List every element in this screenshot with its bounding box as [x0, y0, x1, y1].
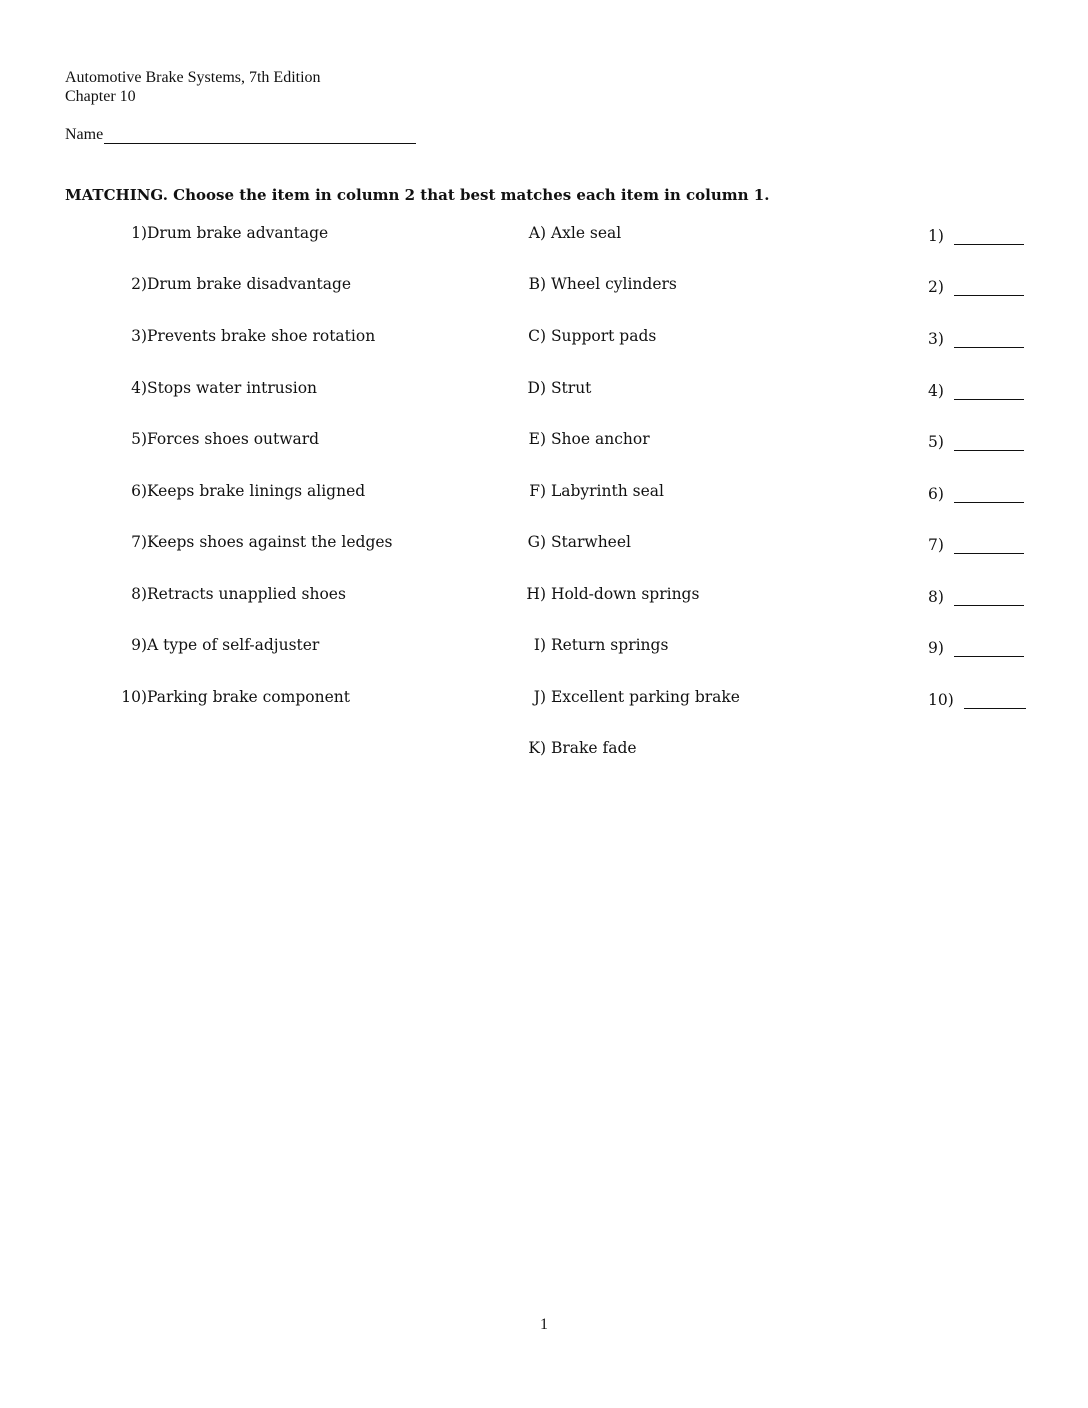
answer-label: 6): [928, 485, 944, 503]
document-header: [65, 68, 321, 106]
choice-item: [520, 739, 637, 757]
answer-label: 5): [928, 433, 944, 451]
matching-row: [0, 327, 1088, 351]
answer-blank[interactable]: [954, 482, 1024, 503]
book-title: Automotive Brake Systems, 7th Edition: [65, 69, 321, 86]
choice-item: [520, 224, 621, 242]
instructions: MATCHING. Choose the item in column 2 that best matches each item in column 1.: [65, 186, 770, 204]
name-field: [65, 126, 416, 144]
choice-text: Hold-down springs: [550, 585, 700, 603]
choice-text: Strut: [550, 379, 592, 397]
matching-row: [0, 275, 1088, 299]
answer-slot: [928, 585, 1024, 606]
chapter-label: Chapter 10: [65, 88, 136, 105]
answer-blank[interactable]: [954, 379, 1024, 400]
choice-text: Brake fade: [550, 739, 637, 757]
matching-row: [0, 482, 1088, 506]
term-text: Parking brake component: [147, 688, 350, 706]
answer-label: 7): [928, 536, 944, 554]
choice-letter: B): [528, 275, 546, 293]
answer-blank[interactable]: [954, 327, 1024, 348]
answer-slot: [928, 688, 1026, 709]
answer-label: 3): [928, 330, 944, 348]
choice-letter: C): [528, 327, 546, 345]
answer-blank[interactable]: [954, 533, 1024, 554]
matching-row: [0, 739, 1088, 763]
choice-text: Excellent parking brake: [550, 688, 740, 706]
choice-item: [520, 379, 591, 397]
answer-slot: [928, 482, 1024, 503]
answer-slot: [928, 327, 1024, 348]
matching-row: [0, 430, 1088, 454]
term-text: Keeps shoes against the ledges: [147, 533, 393, 551]
choice-item: [520, 636, 668, 654]
matching-row: [0, 379, 1088, 403]
choice-item: [520, 275, 677, 293]
answer-blank[interactable]: [954, 224, 1024, 245]
name-blank[interactable]: [104, 127, 416, 144]
choice-text: Starwheel: [550, 533, 631, 551]
choice-letter: A): [528, 224, 546, 242]
term-number: 2): [131, 275, 147, 293]
choice-item: [520, 585, 699, 603]
term-number: 6): [131, 482, 147, 500]
term-number: 4): [131, 379, 147, 397]
term-text: A type of self-adjuster: [147, 636, 320, 654]
term-number: 3): [131, 327, 147, 345]
page-number: 1: [540, 1316, 548, 1333]
answer-blank[interactable]: [954, 275, 1024, 296]
choice-item: [520, 327, 656, 345]
answer-blank[interactable]: [964, 688, 1026, 709]
term-text: Forces shoes outward: [147, 430, 320, 448]
choice-text: Support pads: [550, 327, 657, 345]
choice-text: Shoe anchor: [550, 430, 650, 448]
name-label: Name: [65, 126, 104, 143]
choice-text: Wheel cylinders: [550, 275, 677, 293]
answer-blank[interactable]: [954, 636, 1024, 657]
matching-row: [0, 533, 1088, 557]
term-number: 8): [131, 585, 147, 603]
answer-slot: [928, 430, 1024, 451]
answer-label: 8): [928, 588, 944, 606]
choice-item: [520, 533, 631, 551]
answer-blank[interactable]: [954, 585, 1024, 606]
choice-letter: H): [526, 585, 546, 603]
term-text: Keeps brake linings aligned: [147, 482, 366, 500]
term-number: 9): [131, 636, 147, 654]
term-text: Drum brake advantage: [147, 224, 329, 242]
term-text: Retracts unapplied shoes: [147, 585, 346, 603]
choice-letter: I): [533, 636, 546, 654]
choice-letter: J): [533, 688, 546, 706]
answer-label: 1): [928, 227, 944, 245]
term-number: 5): [131, 430, 147, 448]
answer-slot: [928, 379, 1024, 400]
term-text: Stops water intrusion: [147, 379, 318, 397]
matching-row: [0, 224, 1088, 248]
choice-item: [520, 688, 740, 706]
term-text: Prevents brake shoe rotation: [147, 327, 376, 345]
choice-letter: K): [528, 739, 546, 757]
choice-letter: F): [529, 482, 546, 500]
answer-slot: [928, 275, 1024, 296]
choice-letter: G): [527, 533, 546, 551]
choice-item: [520, 430, 650, 448]
answer-label: 9): [928, 639, 944, 657]
answer-slot: [928, 224, 1024, 245]
choice-item: [520, 482, 664, 500]
answer-label: 4): [928, 382, 944, 400]
choice-text: Labyrinth seal: [550, 482, 664, 500]
choice-text: Return springs: [550, 636, 669, 654]
term-number: 7): [131, 533, 147, 551]
answer-slot: [928, 636, 1024, 657]
matching-row: [0, 688, 1088, 712]
choice-text: Axle seal: [550, 224, 622, 242]
choice-letter: D): [527, 379, 546, 397]
choice-letter: E): [528, 430, 546, 448]
answer-label: 2): [928, 278, 944, 296]
term-number: 10): [121, 688, 147, 706]
term-text: Drum brake disadvantage: [147, 275, 352, 293]
answer-blank[interactable]: [954, 430, 1024, 451]
matching-row: [0, 636, 1088, 660]
term-number: 1): [131, 224, 147, 242]
matching-row: [0, 585, 1088, 609]
answer-label: 10): [928, 691, 954, 709]
answer-slot: [928, 533, 1024, 554]
